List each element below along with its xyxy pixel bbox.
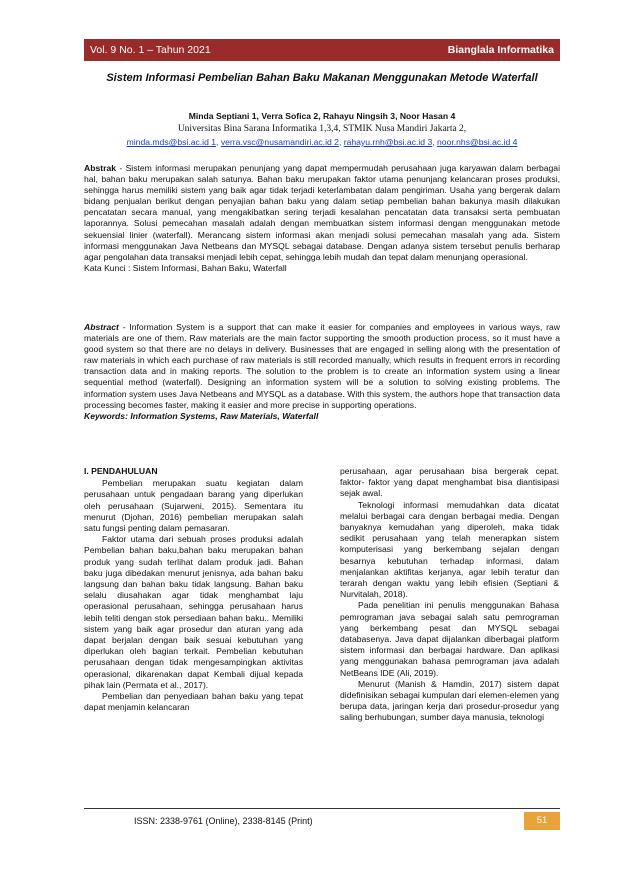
journal-name: Bianglala Informatika (447, 44, 554, 56)
left-column (84, 466, 303, 713)
paper-authors: Minda Septiani 1, Verra Sofica 2, Rahayu Ningsih 3, Noor Hasan 4 (188, 111, 456, 121)
issn-text: ISSN: 2338-9761 (Online), 2338-8145 (Print) (134, 816, 313, 826)
paragraph: Teknologi informasi memudahkan data dicatat melalui berbagai cara dengan berbagai media. Dengan banyaknya kemudahan yang diperoleh, maka tidak sedikit perusahaan yang telah menerapkan sistem komputerisasi yang berkembang sejalan dengan besarnya kebutuhan terhadap informasi, dalam menjalankan aktifitas kerjanya, agar lebih teratur dan terarah dengan waktu yang lebih efisien (Septiani & Nurvitalah, 2018). (340, 499, 559, 600)
abstract-label: Abstract (84, 322, 119, 332)
email-link-4[interactable]: noor.nhs@bsi.ac.id 4 (437, 137, 518, 147)
abstrak-block (84, 163, 560, 274)
paragraph: Faktor utama dari sebuah proses produksi adalah Pembelian bahan baku,bahan baku merupakan bahan produk yang sudah terlihat dalam produk jadi. Bahan baku juga dibedakan menurut jenisnya, ada bahan baku langsung dan bahan baku tidak langsung. Bahan baku selalu diusahakan agar tidak menghambat laju operasional perusahaan, sehingga perusahaan harus lebih teliti dengan stok persediaan bahan baku.. Memiliki sistem yang baik agar prosedur dan aturan yang ada dapat berjalan dengan baik sesuai kebutuhan yang diperlukan oleh bagian terkait. Pembelian kebutuhan perusahaan dengan tidak mengesampingkan aktivitas operasional, dikarenakan dapat Kembali dijual kepada pihak lain (Permata et al., 2017). (84, 534, 303, 690)
abstrak-text: - Sistem informasi merupakan penunjang yang dapat mempermudah perusahaan juga karyawan dalam berbagai hal, bahan baku merupakan salah satunya. Bahan baku merupakan faktor utama penunjang kelancaran proses produksi, sehingga harus memiliki sistem yang baik agar tidak terjadi keterlambatan dalam pengiriman. Usaha yang bergerak dalam bidang penjualan berikut dengan penyajian bahan baku yang dalam setiap pembelian bahan bakunya masih dilakukan pencatatan secara manual, yang mengakibatkan sering terjadi kesalahan pencatatan data transaksi serta pembuatan laporannya. Solusi pemecahan masalah adalah dengan membuatkan sistem informasi dengan menggunakan metode sekuensial linier (waterfall). Merancang sistem informasi akan menjadi solusi pemecahan masalah yang ada. Sistem informasi menggunakan Java Netbeans dan MYSQL sebagai database. Dengan adanya sistem tersebut penulis berharap agar pengolahan data transaksi menjadi lebih cepat, sehingga lebih mudah dan tepat dalam menunjang operasional. (84, 163, 560, 262)
paper-title: Sistem Informasi Pembelian Bahan Baku Makanan Menggunakan Metode Waterfall (106, 72, 538, 84)
abstrak-label: Abstrak (84, 163, 116, 173)
paragraph: Pembelian dan penyediaan bahan baku yang tepat dapat menjamin kelancaran (84, 691, 303, 713)
journal-header (84, 39, 560, 61)
email-link-2[interactable]: verra.vsc@nusamandiri.ac.id 2 (220, 137, 339, 147)
paragraph: Menurut (Manish & Hamdin, 2017) sistem dapat didefinisikan sebagai kumpulan dari elemen-elemen yang berupa data, jaringan kerja dari prosedur-prosedur yang saling berhubungan, sumber daya manusia, teknologi (340, 678, 559, 723)
paragraph: Pembelian merupakan suatu kegiatan dalam perusahaan untuk pengadaan barang yang diperlukan oleh perusahaan (Sujarweni, 2015). Sementara itu menurut (Djohan, 2016) pembelian merupakan salah satu fungsi penting dalam pemasaran. (84, 478, 303, 534)
right-column (340, 466, 559, 724)
email-link-1[interactable]: minda.mds@bsi.ac.id 1 (126, 137, 217, 147)
section-heading: I. PENDAHULUAN (84, 466, 158, 476)
email-link-3[interactable]: rahayu.rnh@bsi.ac.id 3 (343, 137, 433, 147)
paragraph: Pada penelitian ini penulis menggunakan Bahasa pemrograman java sebagai salah satu pemrograman yang berkembang pesat dan MYSQL sebagai databasenya. Java dapat dijalankan diberbagai platform sistem informasi dan berbagai hardware. Dan aplikasi yang menggunakan bahasa pemrograman java adalah NetBeans IDE (Ali, 2019). (340, 600, 559, 678)
abstract-block (84, 322, 560, 422)
paragraph: perusahaan, agar perusahaan bisa bergerak cepat. faktor- faktor yang dapat menghambat bisa diantisipasi sejak awal. (340, 466, 559, 499)
footer-divider (84, 808, 560, 809)
page-footer (84, 812, 560, 832)
journal-volume: Vol. 9 No. 1 – Tahun 2021 (90, 44, 211, 56)
page-number: 51 (524, 812, 560, 830)
author-emails: minda.mds@bsi.ac.id 1, verra.vsc@nusamandiri.ac.id 2, rahayu.rnh@bsi.ac.id 3, noor.nhs@bsi.ac.id 4 (126, 137, 518, 147)
abstract-keywords: Keywords: Information Systems, Raw Materials, Waterfall (84, 410, 319, 421)
paper-affiliation: Universitas Bina Sarana Informatika 1,3,4, STMIK Nusa Mandiri Jakarta 2, (177, 124, 467, 134)
abstrak-keywords: Kata Kunci : Sistem Informasi, Bahan Baku, Waterfall (84, 262, 287, 273)
abstract-text: - Information System is a support that can make it easier for companies and employees in various ways, raw materials are one of them. Raw materials are the main factor supporting the smooth production process, so it must have a good system so that there are no delays in delivery. Businesses that are engaged in selling along with the presentation of raw materials in which each purchase of raw materials is still recorded manually, which results in frequent errors in recording transaction data and in making reports. The solution to the problem is to create an information system using a linear sequential method (waterfall). Designing an information system will be a solution to solving existing problems. The information system uses Java Netbeans and MYSQL as a database. With this system, the authors hope that transaction data processing becomes faster, making it easier and more precise in supporting operations. (84, 322, 560, 410)
